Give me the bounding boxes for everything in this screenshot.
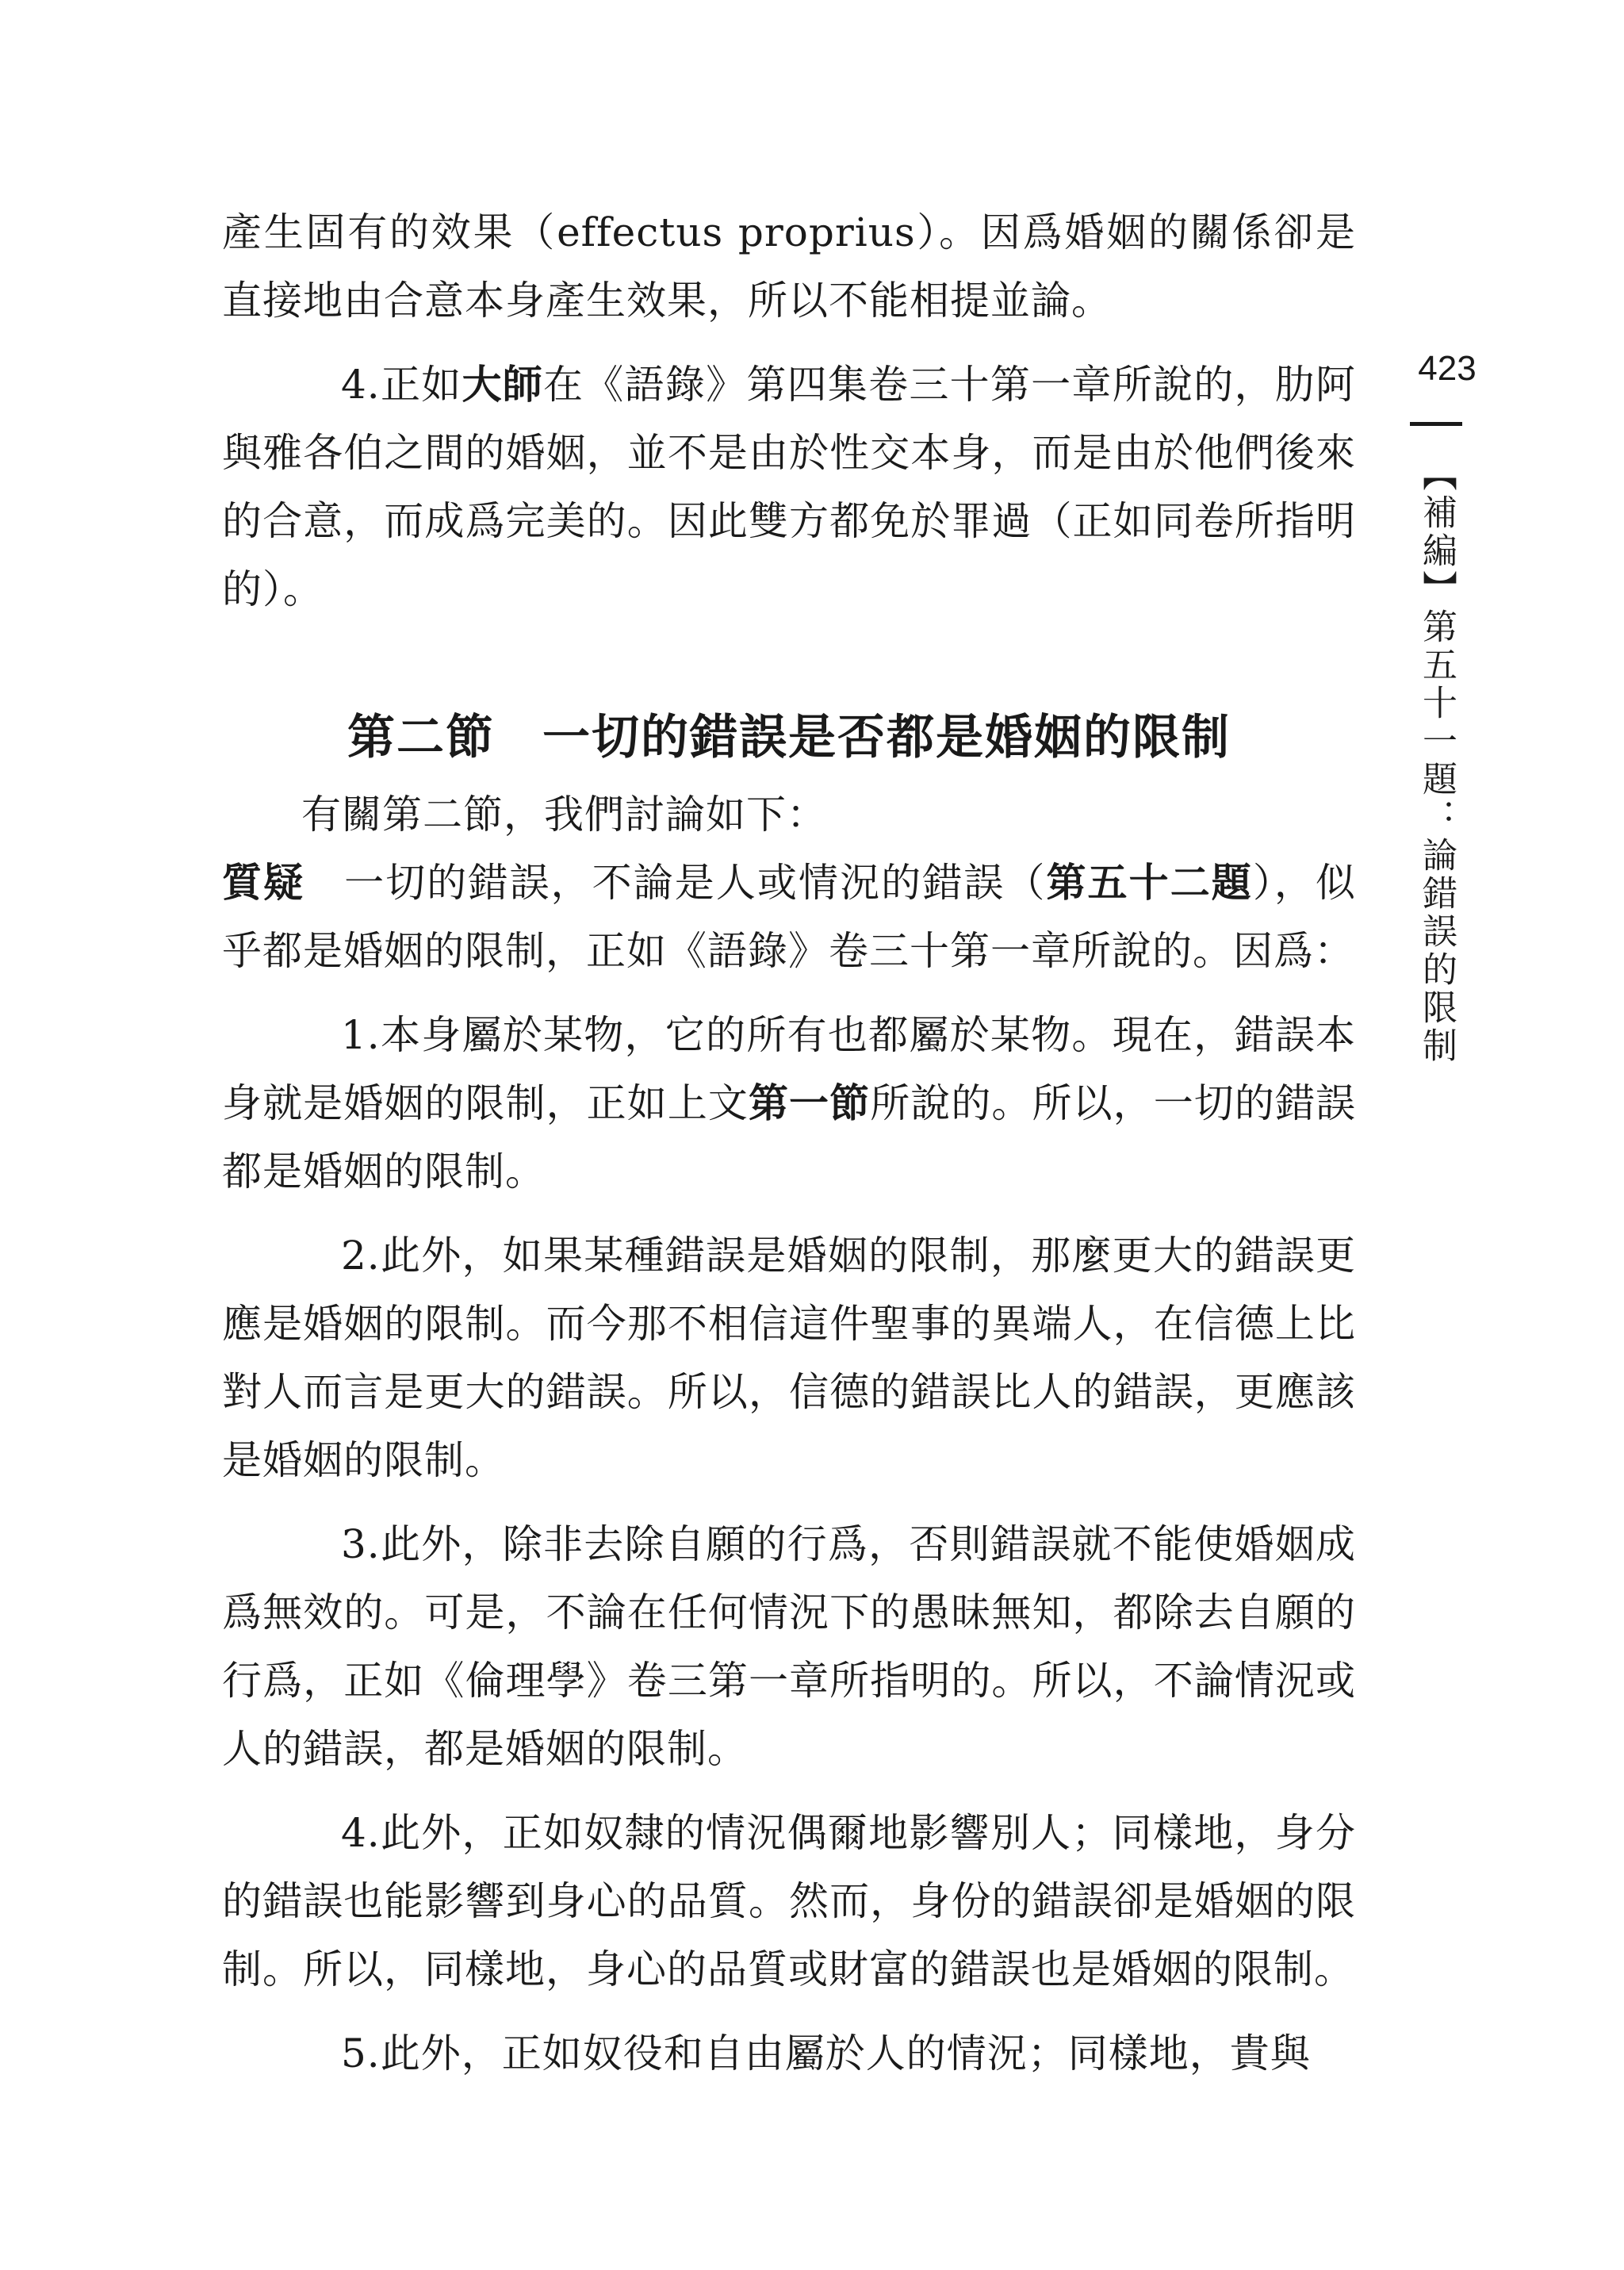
obj-point-1-pre: 1.本身屬於某物，它的所有也都屬於某物。現在，錯誤本身就是婚姻的限制，正如上文 xyxy=(222,1012,1356,1126)
section-intro: 有關第二節，我們討論如下： xyxy=(301,792,827,838)
page-number: 423 xyxy=(1418,349,1477,388)
objection-paragraph xyxy=(222,849,1356,985)
obj-point-1-post: 所說的。所以，一切的錯誤都是婚姻的限制。 xyxy=(222,1080,1357,1194)
paragraph-continuation: 產生固有的效果（effectus proprius）。因爲婚姻的關係卻是直接地由合意本身產生效果，所以不能相提並論。 xyxy=(222,209,1356,324)
objection-text-post: ），似乎都是婚姻的限制，正如《語錄》卷三十第一章所說的。因爲： xyxy=(222,860,1357,974)
objection-point-3: 3.此外，除非去除自願的行爲，否則錯誤就不能使婚姻成爲無效的。可是，不論在任何情況下的愚昧無知，都除去自願的行爲，正如《倫理學》卷三第一章所指明的。所以，不論情況或人的錯誤，都是婚姻的限制。 xyxy=(222,1521,1356,1772)
body-text xyxy=(222,198,1356,2088)
obj-point-1-bold: 第一節 xyxy=(748,1079,871,1126)
point-4-bold: 大師 xyxy=(462,361,544,408)
objection-text-pre: 一切的錯誤，不論是人或情況的錯誤（ xyxy=(344,860,1047,906)
point-4-pre: 4.正如 xyxy=(341,362,462,408)
running-header: 【補編】第五十一題：論錯誤的限制 xyxy=(1416,456,1457,1065)
paragraph-point-4 xyxy=(222,351,1356,623)
objection-label: 質疑 xyxy=(222,859,305,906)
objection-point-1 xyxy=(222,1001,1356,1206)
objection-point-2: 2.此外，如果某種錯誤是婚姻的限制，那麼更大的錯誤更應是婚姻的限制。而今那不相信這件聖事的異端人，在信德上比對人而言是更大的錯誤。所以，信德的錯誤比人的錯誤，更應該是婚姻的限制。 xyxy=(222,1233,1356,1483)
header-rule xyxy=(1410,422,1462,426)
section-title xyxy=(222,706,1356,769)
objection-point-5: 5.此外，正如奴役和自由屬於人的情況；同樣地，貴與 xyxy=(341,2030,1311,2076)
objection-point-4: 4.此外，正如奴隸的情況偶爾地影響別人；同樣地，身分的錯誤也能影響到身心的品質。然而，身份的錯誤卻是婚姻的限制。所以，同樣地，身心的品質或財富的錯誤也是婚姻的限制。 xyxy=(222,1810,1356,1992)
objection-text-bold: 第五十二題 xyxy=(1046,859,1253,906)
section-heading: 一切的錯誤是否都是婚姻的限制 xyxy=(542,710,1231,765)
point-4-post: 在《語錄》第四集卷三十第一章所說的，肋阿與雅各伯之間的婚姻，並不是由於性交本身，而是由於他們後來的合意，而成爲完美的。因此雙方都免於罪過（正如同卷所指明的）。 xyxy=(222,362,1357,612)
section-number: 第二節 xyxy=(347,710,495,765)
